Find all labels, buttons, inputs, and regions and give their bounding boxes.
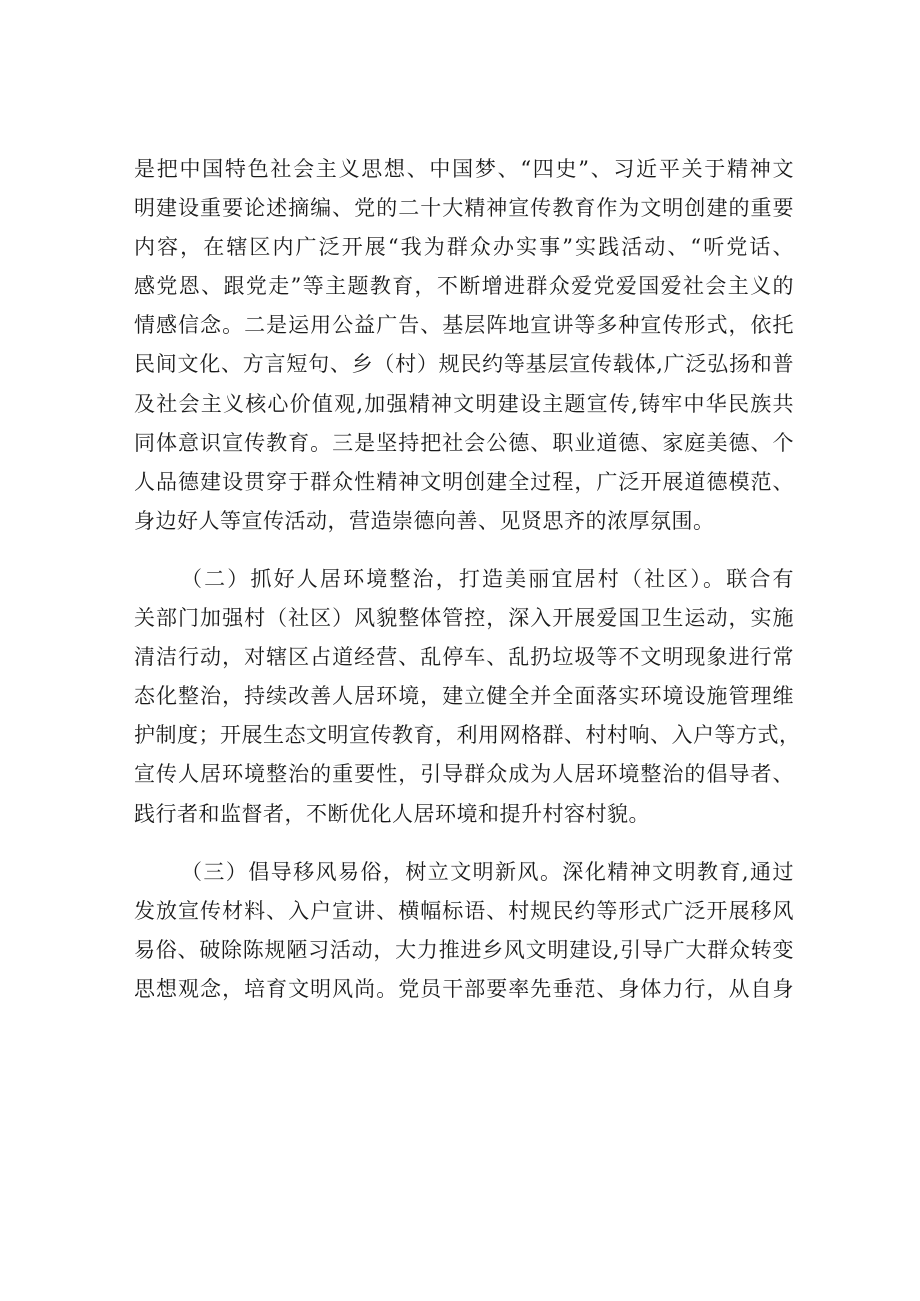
text-line: 内容，在辖区内广泛开展“我为群众办实事”实践活动、“听党话、 — [134, 235, 794, 260]
text-line: 感党恩、跟党走”等主题教育，不断增进群众爱党爱国爱社会主义的 — [134, 274, 794, 299]
text-line: 民间文化、方言短句、乡（村）规民约等基层宣传载体,广泛弘扬和普 — [134, 352, 794, 377]
paragraph-customs-reform — [134, 853, 794, 1009]
paragraph-gap — [134, 834, 794, 853]
text-line: 护制度；开展生态文明宣传教育，利用网格群、村村响、入户等方式， — [134, 723, 801, 748]
document-body — [134, 150, 801, 1009]
text-line: 宣传人居环境整治的重要性，引导群众成为人居环境整治的倡导者、 — [134, 762, 794, 787]
text-line: 人品德建设贯穿于群众性精神文明创建全过程，广泛开展道德模范、 — [134, 469, 794, 494]
text-line: 明建设重要论述摘编、党的二十大精神宣传教育作为文明创建的重要 — [134, 196, 794, 221]
text-line: 同体意识宣传教育。三是坚持把社会公德、职业道德、家庭美德、个 — [134, 430, 794, 455]
text-line: 是把中国特色社会主义思想、中国梦、“四史”、习近平关于精神文 — [134, 157, 794, 181]
text-line: 情感信念。二是运用公益广告、基层阵地宣讲等多种宣传形式，依托 — [134, 313, 794, 338]
paragraph-publicity-education — [134, 150, 794, 541]
text-line: 关部门加强村（社区）风貌整体管控，深入开展爱国卫生运动，实施 — [134, 606, 794, 631]
paragraph-gap — [134, 541, 794, 560]
text-line: 身边好人等宣传活动，营造崇德向善、见贤思齐的浓厚氛围。 — [134, 508, 715, 533]
text-line: （二）抓好人居环境整治，打造美丽宜居村（社区）。联合有 — [181, 566, 794, 591]
text-line: 态化整治，持续改善人居环境，建立健全并全面落实环境设施管理维 — [134, 684, 794, 709]
text-line: 思想观念，培育文明风尚。党员干部要率先垂范、身体力行，从自身 — [134, 976, 794, 1001]
text-line: 清洁行动，对辖区占道经营、乱停车、乱扔垃圾等不文明现象进行常 — [134, 645, 794, 670]
text-line: 易俗、破除陈规陋习活动，大力推进乡风文明建设,引导广大群众转变 — [134, 937, 794, 962]
text-line: 发放宣传材料、入户宣讲、横幅标语、村规民约等形式广泛开展移风 — [134, 898, 794, 923]
text-line: 践行者和监督者，不断优化人居环境和提升村容村貌。 — [134, 801, 650, 826]
text-line: 及社会主义核心价值观,加强精神文明建设主题宣传,铸牢中华民族共 — [134, 391, 794, 416]
paragraph-living-environment — [134, 560, 801, 834]
text-line: （三）倡导移风易俗，树立文明新风。深化精神文明教育,通过 — [181, 859, 794, 884]
